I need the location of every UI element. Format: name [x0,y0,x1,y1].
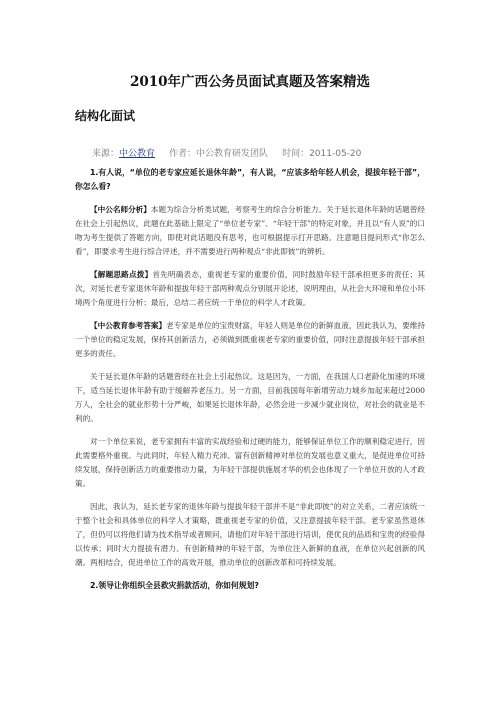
source-label: 来源： [92,149,120,159]
author-name: 中公教育研发团队 [196,149,269,159]
article-meta [92,146,422,159]
time-label: 时间： [282,149,310,159]
document-title: 2010年广西公务员面试真题及答案精选 [129,74,371,90]
question-2: 2.领导让你组织全县救灾捐款活动，你如何规划? [90,581,259,590]
answer-text: 老专家是单位的宝贵财富，年轻人则是单位的新鲜血液，因此我认为，要维持一个单位的稳定发展，保持其创新活力，必须做到既重视老专家的重要价值，同时注意提拔年轻干部承担更多的责任。 [75,321,425,358]
author-label: 作者： [169,149,197,159]
publish-date: 2011-05-20 [309,149,362,159]
answer-label: 【中公教育参考答案】 [90,321,167,330]
approach-label: 【解题思路点拨】 [90,270,153,279]
paragraph-approach [75,268,425,310]
question-1: 1.有人说，“单位的老专家应延长退休年龄”，有人说，“应该多给年轻人机会，提拔年轻干部”，你怎么看? [75,168,425,191]
paragraph-4: 关于延长退休年龄的话题曾经在社会上引起热议。这是因为，一方面，在我国人口老龄化加速的环境下，适当延长退休年龄有助于缓解养老压力。另一方面，目前我国每年新增劳动力城乡加起来超过2000万人，全社会的就业形势十分严峻，如果延长退休年龄，必然会进一步减少就业岗位，对社会的就业是不利的。 [75,372,425,423]
article-body [75,166,425,602]
paragraph-6: 因此，我认为，延长老专家的退休年龄与提拔年轻干部并不是“非此即彼”的对立关系，二者应该统一于整个社会和具体单位的科学人才策略，既重视老专家的价值，又注意提拔年轻干部。老专家虽然退休了，但仍可以将他们请为技术指导或者顾问，请他们对年轻干部进行培训，使优良的品质和宝贵的经验得以传承；同时大力提拔有潜力、有创新精神的年轻干部，为单位注入新鲜的血液，在单位兴起创新的风潮。两相结合，促进单位工作的高效开展，推动单位的创新改革和可持续发展。 [75,502,425,567]
section-heading: 结构化面试 [75,109,136,123]
paragraph-answer [75,319,425,361]
paragraph-5: 对一个单位来说，老专家拥有丰富的实战经验和过硬的能力，能够保证单位工作的顺利稳定进行，因此需要格外重视。与此同时，年轻人精力充沛、富有创新精神对单位的发展也意义重大，是促进单位可持续发展，保持创新活力的重要推动力量，为年轻干部提供施展才华的机会也体现了一个单位开放的人才政策。 [75,437,425,488]
approach-text: 首先明确表态，重视老专家的重要价值，同时鼓励年轻干部承担更多的责任；其次，对延长老专家退休年龄和提拔年轻干部两种观点分别展开论述，说明理由，从社会大环境和单位小环境两个角度进行分析；最后，总结二者应统一于单位的科学人才政策。 [75,270,426,307]
paragraph-analysis [75,203,425,259]
analysis-text: 本题为综合分析类试题，考察考生的综合分析能力。关于延长退休年龄的话题曾经在社会上引起热议，此题在此基础上限定了“单位老专家”、“年轻干部”的特定对象，并且以“有人说”的口吻为考生提供了答题方向，即使对此话题没有思考，也可根据提示打开思路。注意题目提问形式“你怎么看”，即要求考生进行综合评述，并不需要进行两种观点“非此即彼”的辨析。 [75,205,426,256]
analysis-label: 【中公名师分析】 [90,205,151,214]
source-link[interactable]: 中公教育 [119,149,156,159]
